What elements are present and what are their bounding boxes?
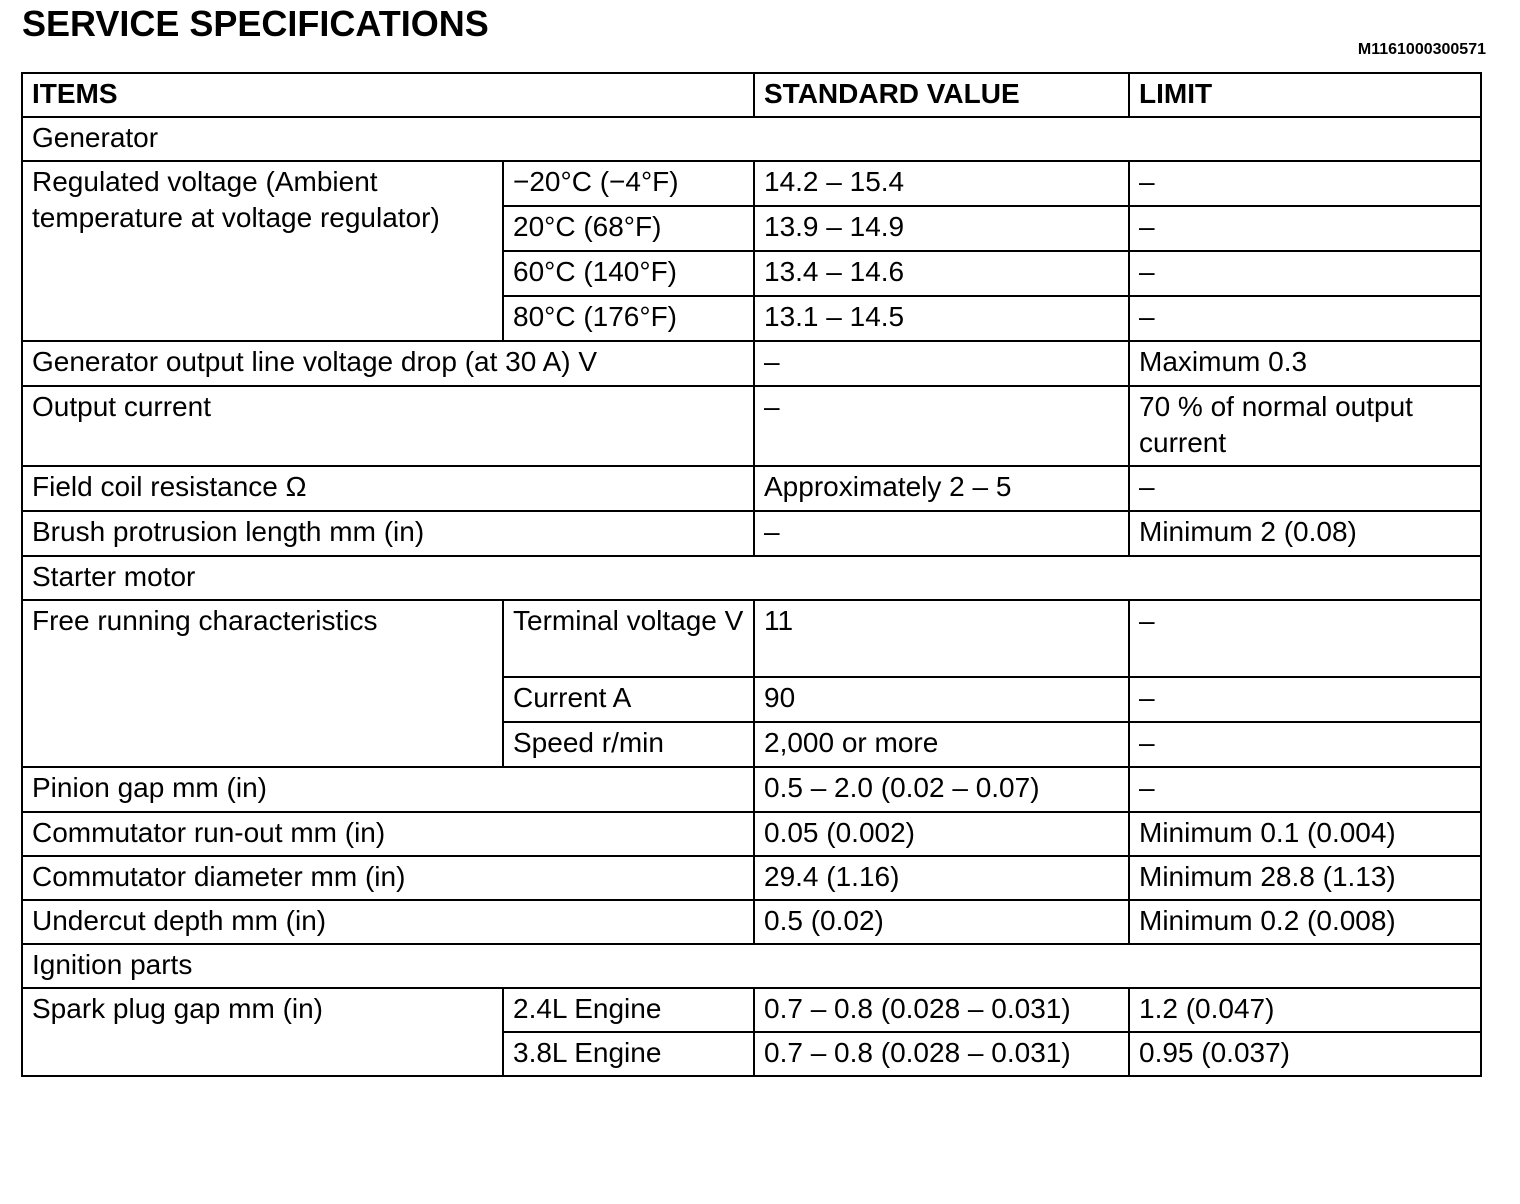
limit-cell: –: [1129, 466, 1481, 511]
item-free-running-characteristics: Free running characteristics: [22, 600, 503, 767]
limit-cell: –: [1129, 296, 1481, 341]
limit-cell: –: [1129, 767, 1481, 812]
section-title-generator: Generator: [22, 117, 1481, 161]
limit-cell: Minimum 0.1 (0.004): [1129, 812, 1481, 856]
condition-cell: 80°C (176°F): [503, 296, 754, 341]
page-title: SERVICE SPECIFICATIONS: [22, 3, 489, 44]
document-code: M1161000300571: [1357, 41, 1486, 58]
table-row: [22, 900, 1481, 944]
standard-value-cell: 0.7 – 0.8 (0.028 – 0.031): [754, 1032, 1129, 1076]
table-row: [22, 386, 1481, 466]
standard-value-cell: 13.4 – 14.6: [754, 251, 1129, 296]
item-cell: Commutator diameter mm (in): [22, 856, 754, 900]
limit-cell: –: [1129, 161, 1481, 206]
limit-cell: Minimum 2 (0.08): [1129, 511, 1481, 556]
service-specifications-table: [21, 72, 1482, 1077]
standard-value-cell: 0.5 – 2.0 (0.02 – 0.07): [754, 767, 1129, 812]
standard-value-cell: 0.5 (0.02): [754, 900, 1129, 944]
item-cell: Undercut depth mm (in): [22, 900, 754, 944]
section-title-starter-motor: Starter motor: [22, 556, 1481, 600]
standard-value-cell: 13.9 – 14.9: [754, 206, 1129, 251]
standard-value-cell: 90: [754, 677, 1129, 722]
condition-cell: −20°C (−4°F): [503, 161, 754, 206]
item-cell: Generator output line voltage drop (at 30 A) V: [22, 341, 754, 386]
condition-cell: 60°C (140°F): [503, 251, 754, 296]
limit-cell: 1.2 (0.047): [1129, 988, 1481, 1032]
condition-cell: Terminal voltage V: [503, 600, 754, 677]
table-row: [22, 856, 1481, 900]
standard-value-cell: –: [754, 386, 1129, 466]
limit-cell: –: [1129, 677, 1481, 722]
limit-cell: –: [1129, 251, 1481, 296]
standard-value-cell: 14.2 – 15.4: [754, 161, 1129, 206]
limit-cell: Minimum 0.2 (0.008): [1129, 900, 1481, 944]
section-row-generator: [22, 117, 1481, 161]
header-limit: LIMIT: [1129, 73, 1481, 117]
standard-value-cell: 13.1 – 14.5: [754, 296, 1129, 341]
standard-value-cell: –: [754, 511, 1129, 556]
header-items: ITEMS: [22, 73, 754, 117]
table-header-row: [22, 73, 1481, 117]
condition-cell: 3.8L Engine: [503, 1032, 754, 1076]
condition-cell: 20°C (68°F): [503, 206, 754, 251]
standard-value-cell: 29.4 (1.16): [754, 856, 1129, 900]
table-row: [22, 988, 1481, 1032]
limit-cell: –: [1129, 600, 1481, 677]
section-row-ignition-parts: [22, 944, 1481, 988]
item-cell: Pinion gap mm (in): [22, 767, 754, 812]
limit-cell: –: [1129, 722, 1481, 767]
table-row: [22, 161, 1481, 206]
item-cell: Brush protrusion length mm (in): [22, 511, 754, 556]
condition-cell: 2.4L Engine: [503, 988, 754, 1032]
item-cell: Commutator run-out mm (in): [22, 812, 754, 856]
standard-value-cell: –: [754, 341, 1129, 386]
standard-value-cell: 11: [754, 600, 1129, 677]
header-standard-value: STANDARD VALUE: [754, 73, 1129, 117]
item-regulated-voltage: Regulated voltage (Ambient temperature at voltage regulator): [22, 161, 503, 341]
item-cell: Field coil resistance Ω: [22, 466, 754, 511]
condition-cell: Current A: [503, 677, 754, 722]
item-cell: Output current: [22, 386, 754, 466]
section-title-ignition-parts: Ignition parts: [22, 944, 1481, 988]
table-row: [22, 812, 1481, 856]
standard-value-cell: 0.7 – 0.8 (0.028 – 0.031): [754, 988, 1129, 1032]
limit-cell: Maximum 0.3: [1129, 341, 1481, 386]
standard-value-cell: Approximately 2 – 5: [754, 466, 1129, 511]
table-row: [22, 466, 1481, 511]
limit-cell: Minimum 28.8 (1.13): [1129, 856, 1481, 900]
table-row: [22, 600, 1481, 677]
limit-cell: 0.95 (0.037): [1129, 1032, 1481, 1076]
table-row: [22, 341, 1481, 386]
standard-value-cell: 0.05 (0.002): [754, 812, 1129, 856]
standard-value-cell: 2,000 or more: [754, 722, 1129, 767]
condition-cell: Speed r/min: [503, 722, 754, 767]
limit-cell: –: [1129, 206, 1481, 251]
table-row: [22, 767, 1481, 812]
section-row-starter-motor: [22, 556, 1481, 600]
limit-cell: 70 % of normal output current: [1129, 386, 1481, 466]
table-row: [22, 511, 1481, 556]
item-spark-plug-gap: Spark plug gap mm (in): [22, 988, 503, 1076]
